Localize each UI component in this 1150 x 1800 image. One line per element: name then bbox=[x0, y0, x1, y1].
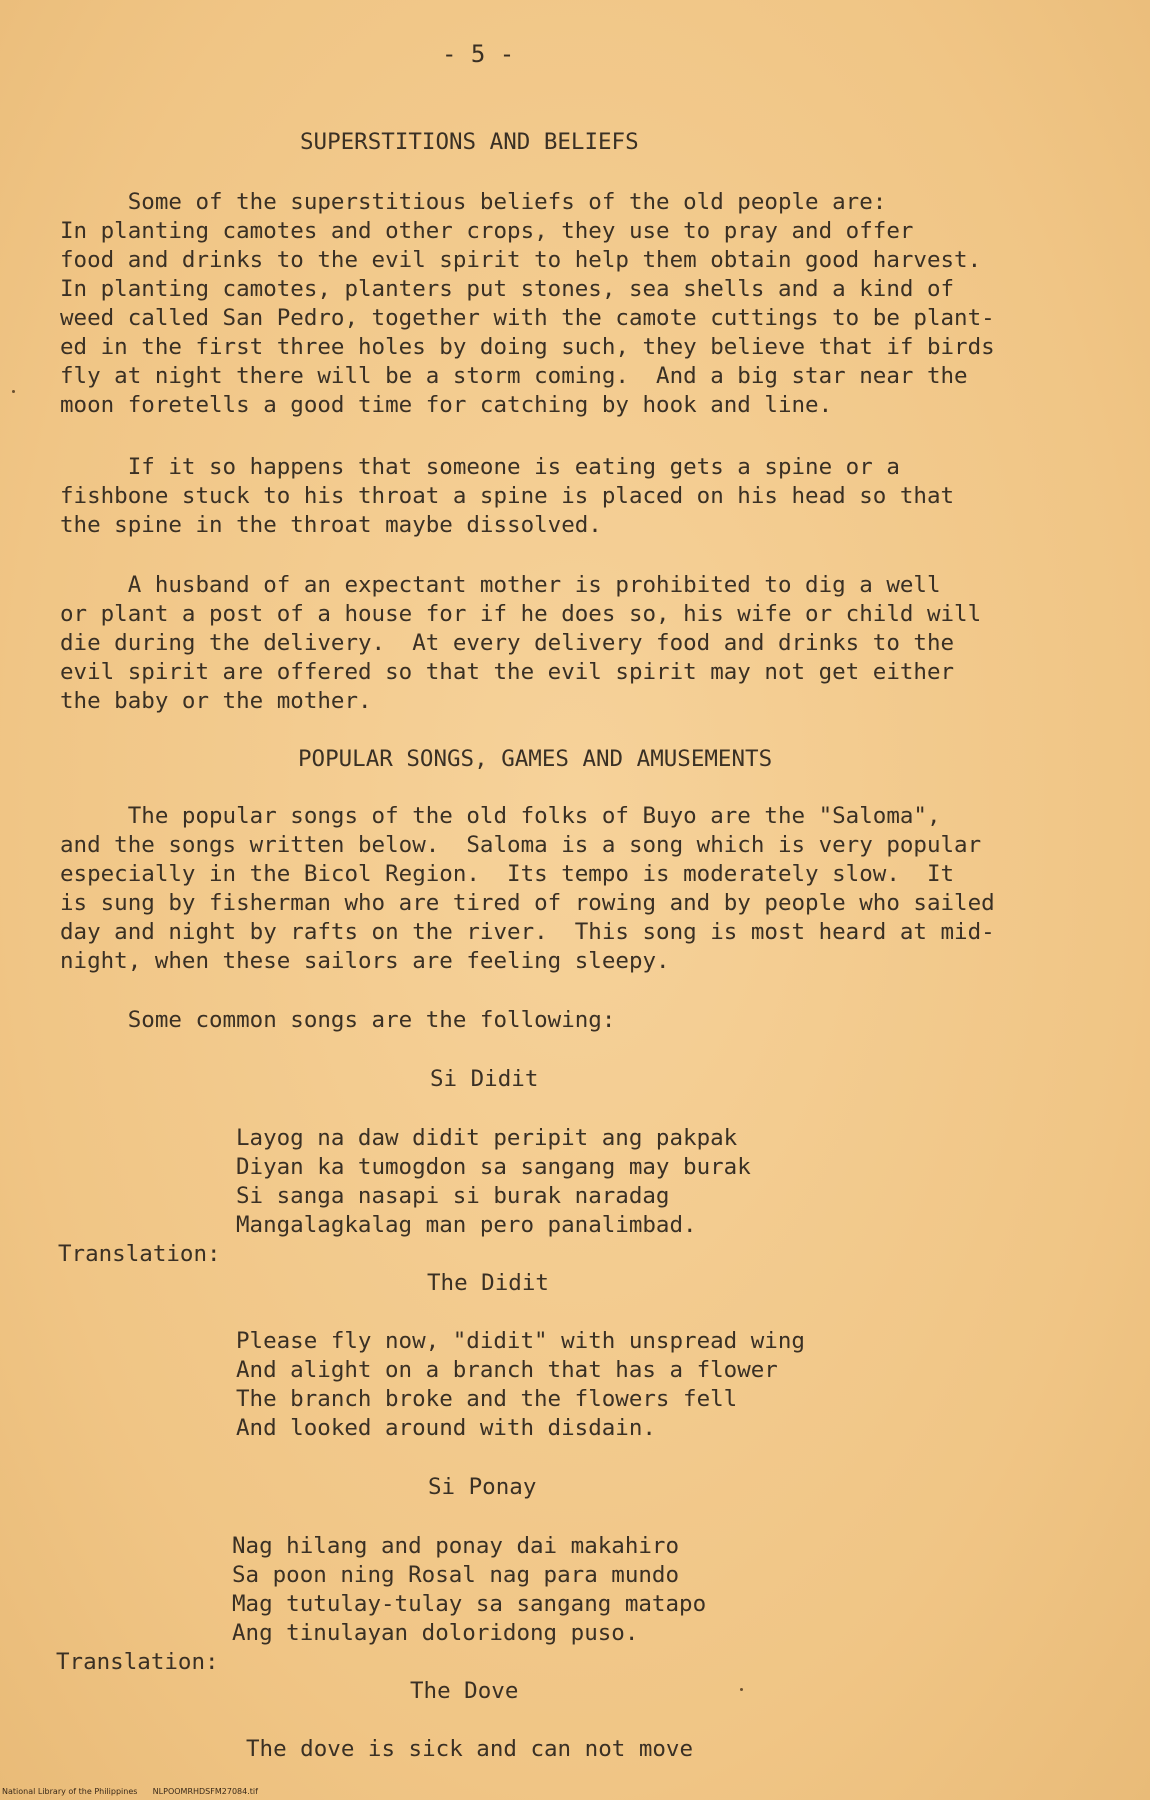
paragraph-line: and the songs written below. Saloma is a song which is very popular bbox=[60, 832, 982, 858]
page-number: - 5 - bbox=[442, 40, 515, 68]
translation-line: And alight on a branch that has a flower bbox=[236, 1357, 778, 1383]
paragraph-line: especially in the Bicol Region. Its tempo is moderately slow. It bbox=[60, 861, 955, 887]
paragraph-line: If it so happens that someone is eating gets a spine or a bbox=[60, 454, 900, 480]
paragraph-line: night, when these sailors are feeling sleepy. bbox=[60, 948, 670, 974]
paragraph-line: Some common songs are the following: bbox=[60, 1007, 616, 1033]
translation-line: The branch broke and the flowers fell bbox=[236, 1386, 738, 1412]
song-line: Mangalagkalag man pero panalimbad. bbox=[236, 1212, 697, 1238]
song-line: Sa poon ning Rosal nag para mundo bbox=[232, 1562, 680, 1588]
translation-title: The Didit bbox=[427, 1270, 549, 1296]
paragraph-line: In planting camotes, planters put stones, sea shells and a kind of bbox=[60, 276, 955, 302]
song-line: Si sanga nasapi si burak naradag bbox=[236, 1183, 670, 1209]
paragraph-line: food and drinks to the evil spirit to help them obtain good harvest. bbox=[60, 247, 982, 273]
paragraph-line: Some of the superstitious beliefs of the old people are: bbox=[60, 189, 887, 215]
ink-speck bbox=[12, 390, 15, 393]
translation-label: Translation: bbox=[58, 1241, 221, 1267]
paragraph-line: evil spirit are offered so that the evil spirit may not get either bbox=[60, 659, 955, 685]
song-title: Si Didit bbox=[430, 1066, 539, 1092]
section-heading-superstitions: SUPERSTITIONS AND BELIEFS bbox=[300, 129, 639, 155]
paragraph-line: the spine in the throat maybe dissolved. bbox=[60, 512, 602, 538]
paragraph-line: day and night by rafts on the river. This song is most heard at mid- bbox=[60, 919, 995, 945]
paragraph-line: In planting camotes and other crops, they use to pray and offer bbox=[60, 218, 914, 244]
song-line: Mag tutulay-tulay sa sangang matapo bbox=[232, 1591, 707, 1617]
song-line: Ang tinulayan doloridong puso. bbox=[232, 1620, 639, 1646]
paragraph-line: moon foretells a good time for catching by hook and line. bbox=[60, 392, 833, 418]
paragraph-line: The popular songs of the old folks of Buyo are the "Saloma", bbox=[60, 803, 941, 829]
paragraph-line: A husband of an expectant mother is prohibited to dig a well bbox=[60, 572, 941, 598]
song-title: Si Ponay bbox=[428, 1474, 537, 1500]
paragraph-line: fly at night there will be a storm coming. And a big star near the bbox=[60, 363, 968, 389]
translation-line: Please fly now, "didit" with unspread wing bbox=[236, 1328, 805, 1354]
paragraph-line: ed in the first three holes by doing such, they believe that if birds bbox=[60, 334, 995, 360]
translation-line: And looked around with disdain. bbox=[236, 1415, 656, 1441]
paragraph-line: weed called San Pedro, together with the camote cuttings to be plant- bbox=[60, 305, 995, 331]
translation-line: The dove is sick and can not move bbox=[246, 1736, 694, 1762]
song-line: Layog na daw didit peripit ang pakpak bbox=[236, 1125, 738, 1151]
paragraph-line: or plant a post of a house for if he does so, his wife or child will bbox=[60, 601, 982, 627]
section-heading-songs: POPULAR SONGS, GAMES AND AMUSEMENTS bbox=[298, 746, 773, 772]
archive-footer: National Library of the Philippines NLPOOMRHDSFM27084.tif bbox=[2, 1787, 258, 1796]
translation-title: The Dove bbox=[410, 1678, 519, 1704]
ink-speck bbox=[740, 1688, 743, 1691]
paragraph-line: die during the delivery. At every delivery food and drinks to the bbox=[60, 630, 955, 656]
translation-label: Translation: bbox=[56, 1649, 219, 1675]
song-line: Diyan ka tumogdon sa sangang may burak bbox=[236, 1154, 751, 1180]
paragraph-line: fishbone stuck to his throat a spine is placed on his head so that bbox=[60, 483, 955, 509]
song-line: Nag hilang and ponay dai makahiro bbox=[232, 1533, 680, 1559]
paragraph-line: is sung by fisherman who are tired of rowing and by people who sailed bbox=[60, 890, 995, 916]
paragraph-line: the baby or the mother. bbox=[60, 688, 372, 714]
